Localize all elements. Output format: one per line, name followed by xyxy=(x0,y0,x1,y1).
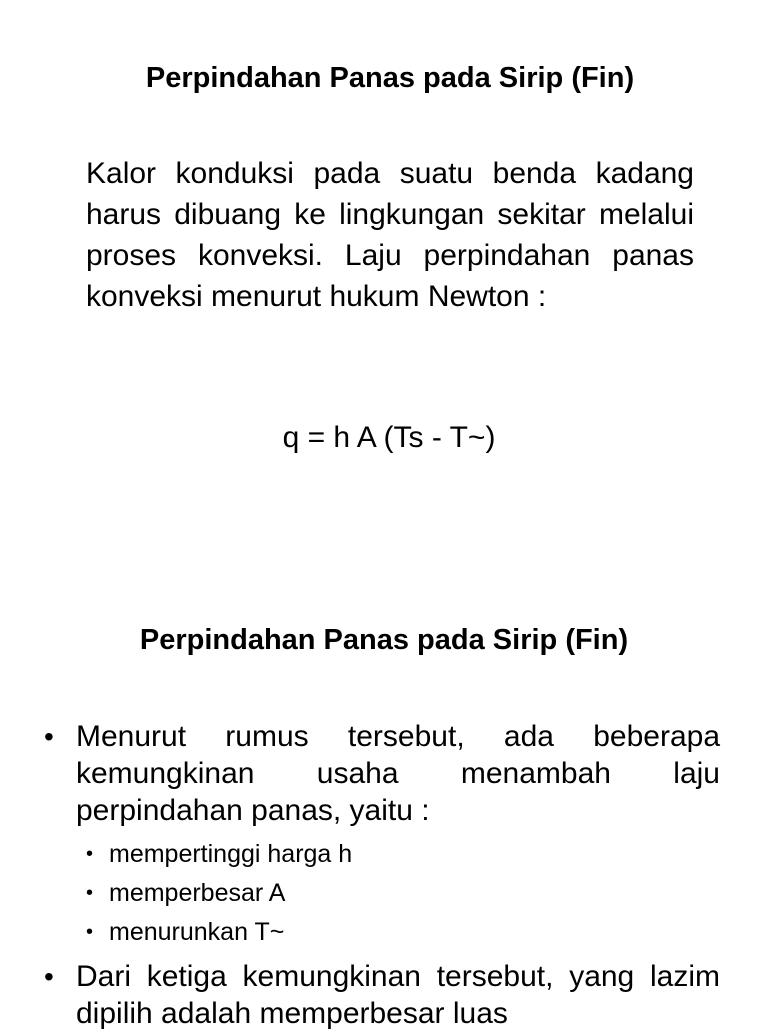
sub-bullet-list xyxy=(76,835,720,952)
sub-bullet-item xyxy=(76,835,720,874)
slide-title: Perpindahan Panas pada Sirip (Fin) xyxy=(139,624,629,656)
sub-bullet-item xyxy=(76,874,720,913)
bullet-item xyxy=(44,718,720,952)
formula: q = h A (Ts - T~) xyxy=(282,421,496,454)
bullet-icon: • xyxy=(44,721,54,752)
bullet-icon: • xyxy=(86,882,94,904)
sub-bullet-text: memperbesar A xyxy=(109,879,286,907)
sub-bullet-text: menurunkan T~ xyxy=(109,918,285,946)
bullet-icon: • xyxy=(44,961,54,992)
slide-title: Perpindahan Panas pada Sirip (Fin) xyxy=(145,62,635,94)
bullet-text: Dari ketiga kemungkinan tersebut, yang lazim dipilih adalah memperbesar luas xyxy=(76,960,720,1030)
bullet-text: Menurut rumus tersebut, ada beberapa kemungkinan usaha menambah laju perpindahan panas, yaitu : xyxy=(76,720,720,827)
sub-bullet-text: mempertinggi harga h xyxy=(109,840,353,868)
bullet-icon: • xyxy=(86,921,94,943)
paragraph: Kalor konduksi pada suatu benda kadang harus dibuang ke lingkungan sekitar melalui proses konveksi. Laju perpindahan panas konveksi menurut hukum Newton : xyxy=(86,157,694,313)
bullet-icon: • xyxy=(86,843,94,865)
sub-bullet-item xyxy=(76,913,720,952)
bullet-list xyxy=(44,718,720,1034)
bullet-item xyxy=(44,958,720,1032)
slide-2 xyxy=(0,560,768,1030)
